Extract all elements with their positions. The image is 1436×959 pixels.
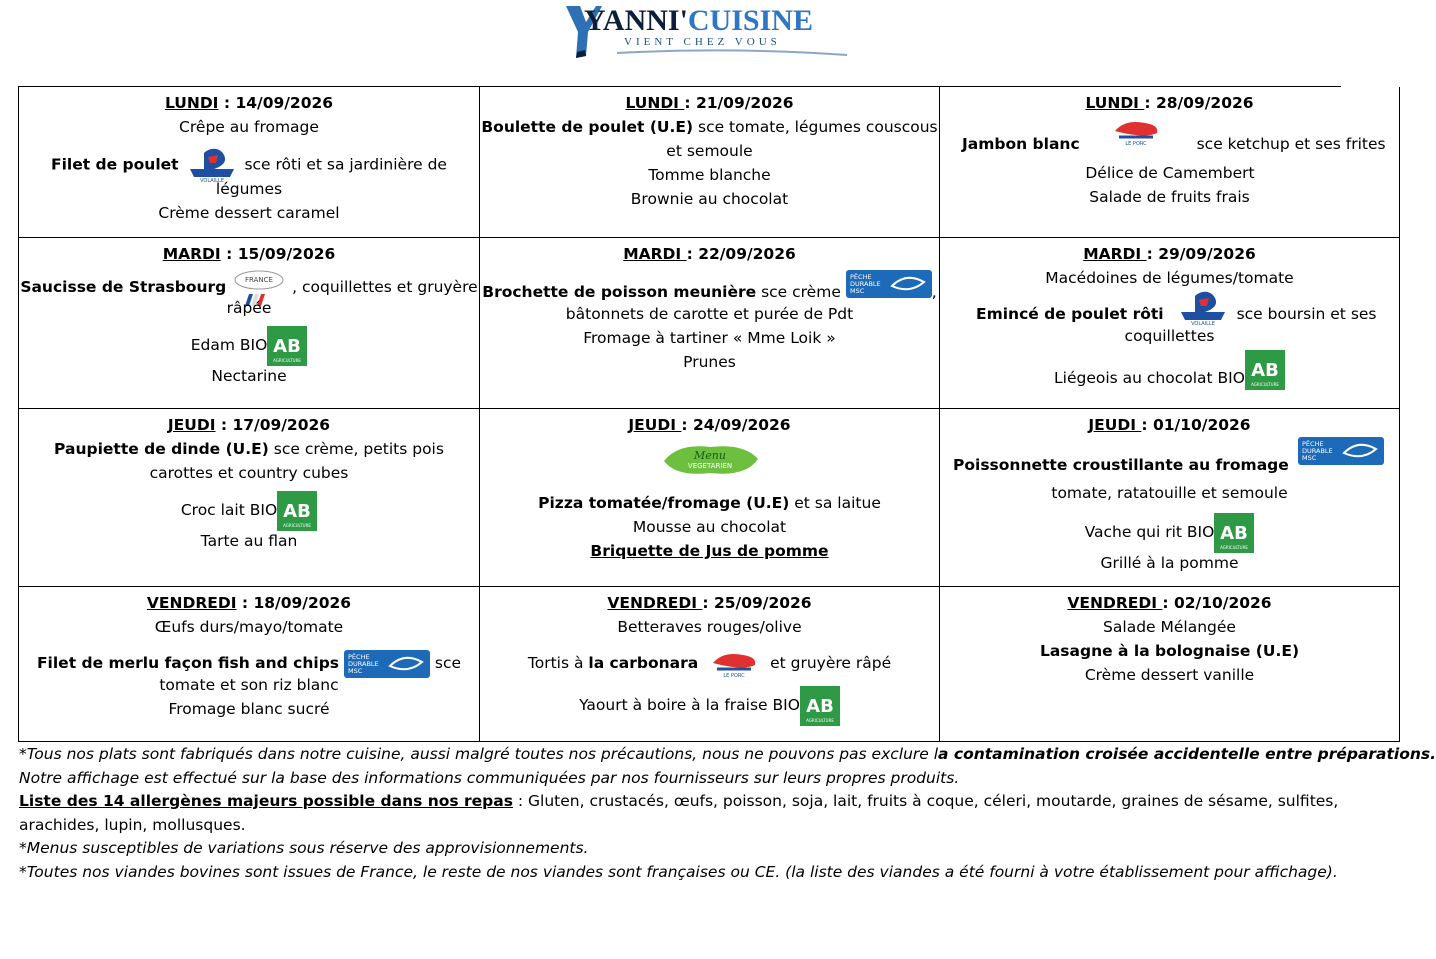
menu-item: Crêpe au fromage [179, 118, 319, 136]
day-header: JEUDI : 17/09/2026 [167, 416, 331, 434]
menu-item: Boulette de poulet (U.E) sce tomate, légumes couscous [481, 118, 938, 136]
cell-vendredi-w2 [480, 587, 940, 742]
menu-item: coquillettes [1124, 327, 1215, 345]
menu-vegetarien-badge [480, 437, 939, 485]
svg-text:AB: AB [1251, 360, 1279, 381]
cell-jeudi-w2 [480, 409, 940, 587]
menu-item: Brochette de poisson meunière sce crème PÊCHE DURABLE MSC , [480, 266, 939, 310]
menu-item: Nectarine [211, 367, 287, 385]
menu-item: Grillé à la pomme [1100, 554, 1239, 572]
menu-item: râpée [226, 299, 272, 317]
menu-item: Betteraves rouges/olive [617, 618, 802, 636]
logo-brand: YANNI'CUISINE [584, 4, 813, 37]
cell-lundi-w2 [480, 87, 940, 238]
note-contamination: *Tous nos plats sont fabriqués dans notre cuisine, aussi malgré toutes nos précautions, nous ne pouvons pas exclure la contamination croisée accidentelle entre préparations. [19, 745, 1436, 763]
svg-text:AB: AB [273, 335, 302, 357]
menu-item: Œufs durs/mayo/tomate [154, 618, 344, 636]
menu-item: Fromage blanc sucré [168, 700, 330, 718]
logo-underline-icon [617, 49, 847, 57]
svg-text:MSC: MSC [849, 286, 865, 295]
menu-item: Emincé de poulet rôti VOLAILLE sce boursin et ses [940, 290, 1399, 334]
msc-peche-durable-logo-icon [344, 650, 430, 678]
logo-tagline: VIENT CHEZ VOUS [624, 36, 781, 48]
svg-text:AB: AB [806, 695, 834, 717]
svg-text:PÊCHE: PÊCHE [849, 272, 872, 281]
ab-bio-logo-icon [1245, 350, 1285, 390]
msc-peche-durable-logo-icon [846, 270, 932, 298]
cell-mardi-w1 [19, 238, 480, 409]
menu-item: Saucisse de Strasbourg FRANCE , coquillettes et gruyère [19, 266, 479, 308]
cell-jeudi-w1 [19, 409, 480, 587]
day-header: MARDI : 15/09/2026 [162, 245, 336, 263]
menu-item: Filet de merlu façon fish and chips PÊCHE DURABLE MSC sce [19, 639, 479, 679]
svg-text:MSC: MSC [347, 666, 363, 675]
ab-bio-logo-icon [1214, 513, 1254, 553]
note-allergenes: Liste des 14 allergènes majeurs possible dans nos repas : Gluten, crustacés, œufs, poisson, soja, lait, fruits à coque, céleri, moutarde, graines de sésame, sulfites, [19, 792, 1339, 810]
menu-item: bâtonnets de carotte et purée de Pdt [565, 305, 854, 323]
day-header: LUNDI : 28/09/2026 [1085, 94, 1254, 112]
day-header: LUNDI : 14/09/2026 [164, 94, 334, 112]
cell-mardi-w3 [940, 238, 1400, 409]
svg-text:DURABLE: DURABLE [347, 659, 379, 668]
svg-text:PÊCHE: PÊCHE [1301, 440, 1324, 448]
menu-item: Vache qui rit BIO AB AGRICULTURE [940, 505, 1399, 551]
menu-item: Crème dessert caramel [158, 204, 340, 222]
menu-item: Tarte au flan [200, 532, 298, 550]
svg-text:MSC: MSC [1301, 454, 1316, 462]
menu-item: Yaourt à boire à la fraise BIO AB AGRICULTURE [480, 679, 939, 723]
menu-item: Pizza tomatée/fromage (U.E) et sa laitue [538, 494, 881, 512]
svg-text:AGRICULTURE: AGRICULTURE [273, 357, 302, 363]
cell-jeudi-w3 [940, 409, 1400, 587]
note-viandes: *Toutes nos viandes bovines sont issues de France, le reste de nos viandes sont françaises ou CE. (la liste des viandes a été fourni à votre établissement pour affichage). [19, 862, 1338, 881]
menu-item: Poissonnette croustillante au fromage PÊCHE DURABLE MSC [940, 437, 1399, 481]
menu-item: Lasagne à la bolognaise (U.E) [1039, 642, 1300, 660]
ab-bio-logo-icon [277, 491, 317, 531]
cell-mardi-w2 [480, 238, 940, 409]
ab-bio-logo-icon [800, 686, 840, 726]
note-allergenes-cont: arachides, lupin, mollusques. [19, 815, 246, 834]
menu-grid [18, 86, 1386, 742]
day-header: JEUDI : 24/09/2026 [628, 416, 791, 434]
menu-item: Prunes [683, 353, 736, 371]
menu-item: Briquette de Jus de pomme [590, 542, 829, 560]
svg-text:AB: AB [283, 500, 311, 522]
menu-item: Paupiette de dinde (U.E) sce crème, petits pois [54, 440, 444, 458]
svg-text:LE PORC: LE PORC [723, 672, 745, 679]
footer-notes [19, 743, 1436, 884]
menu-item: Délice de Camembert [1085, 164, 1255, 182]
menu-item: Macédoines de légumes/tomate [1045, 269, 1294, 287]
menu-item: Jambon blanc LE PORC sce ketchup et ses frites [940, 115, 1399, 161]
day-header: VENDREDI : 25/09/2026 [607, 594, 812, 612]
menu-item: Salade de fruits frais [1089, 188, 1250, 206]
day-header: LUNDI : 21/09/2026 [625, 94, 794, 112]
menu-item: Filet de poulet VOLAILLE sce rôti et sa jardinière de [19, 147, 479, 177]
day-header: JEUDI : 01/10/2026 [1088, 416, 1251, 434]
day-header: MARDI : 22/09/2026 [623, 245, 796, 263]
volaille-text: VOLAILLE [199, 178, 224, 184]
svg-text:Menu: Menu [693, 449, 726, 462]
menu-item: Fromage à tartiner « Mme Loik » [583, 329, 836, 347]
svg-text:AGRICULTURE: AGRICULTURE [1220, 544, 1249, 550]
svg-text:AGRICULTURE: AGRICULTURE [283, 522, 312, 528]
menu-item: Brownie au chocolat [630, 190, 789, 208]
svg-text:PÊCHE: PÊCHE [347, 652, 370, 661]
le-porc-francais-logo-icon [703, 649, 765, 679]
le-porc-francais-logo-icon [1105, 117, 1167, 147]
menu-item: et semoule [666, 142, 753, 160]
menu-item: Crème dessert vanille [1084, 666, 1255, 684]
day-header: VENDREDI : 02/10/2026 [1067, 594, 1272, 612]
cell-vendredi-w1 [19, 587, 480, 742]
svg-text:VOLAILLE: VOLAILLE [1190, 321, 1215, 327]
yanni-cuisine-logo [562, 2, 862, 60]
menu-item: Tomme blanche [648, 166, 771, 184]
day-header: MARDI : 29/09/2026 [1083, 245, 1256, 263]
menu-vegetarien-logo-icon [658, 441, 762, 479]
day-header: VENDREDI : 18/09/2026 [146, 594, 352, 612]
svg-text:LE PORC: LE PORC [1124, 141, 1147, 147]
menu-item: tomate, ratatouille et semoule [1051, 484, 1288, 502]
svg-text:DURABLE: DURABLE [1301, 447, 1333, 455]
cell-lundi-w1 [19, 87, 480, 238]
menu-item: Salade Mélangée [1103, 618, 1236, 636]
note-variations: *Menus susceptibles de variations sous réserve des approvisionnements. [19, 839, 589, 857]
menu-item: Tortis à la carbonara LE PORC et gruyère râpé [480, 639, 939, 679]
menu-item: tomate et son riz blanc [159, 676, 339, 694]
svg-text:AGRICULTURE: AGRICULTURE [806, 717, 834, 723]
menu-item: Liégeois au chocolat BIO AB AGRICULTURE [940, 348, 1399, 396]
svg-text:AGRICULTURE: AGRICULTURE [1251, 382, 1279, 387]
cell-lundi-w3 [940, 87, 1400, 238]
france-text: FRANCE [245, 275, 274, 284]
msc-peche-durable-logo-icon [1298, 437, 1384, 465]
note-affichage: Notre affichage est effectué sur la base des informations communiquées par nos fournisseurs sur leurs propres produits. [19, 768, 960, 787]
svg-text:VEGETARIEN: VEGETARIEN [687, 462, 732, 470]
menu-item: Edam BIO AB AGRICULTURE [19, 320, 479, 364]
volaille-francaise-logo-icon [1175, 290, 1231, 326]
svg-text:DURABLE: DURABLE [849, 279, 881, 288]
svg-text:AB: AB [1220, 522, 1249, 544]
menu-item: Croc lait BIO AB AGRICULTURE [19, 485, 479, 529]
cell-vendredi-w3 [940, 587, 1400, 742]
ab-bio-logo-icon [267, 326, 307, 366]
menu-item: carottes et country cubes [149, 464, 349, 482]
menu-item: légumes [215, 180, 283, 198]
menu-item: Mousse au chocolat [632, 518, 787, 536]
